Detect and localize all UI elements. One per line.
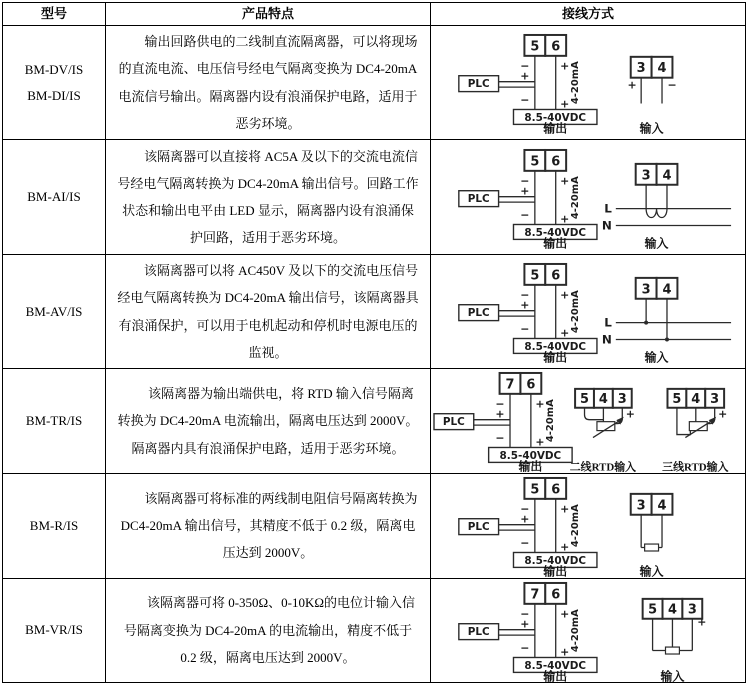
- supply-label: 8.5-40VDC: [524, 659, 587, 672]
- features-cell: [106, 473, 431, 578]
- minus-mark: −: [520, 502, 530, 516]
- input-label: 输入: [644, 235, 669, 249]
- output-label: 输出: [543, 564, 568, 578]
- input-wires: [616, 184, 731, 225]
- junction-dot: [644, 321, 648, 325]
- terminal-number: 5: [672, 392, 682, 408]
- input-label: 输入: [660, 669, 685, 683]
- features-cell: [106, 255, 431, 369]
- terminal-number: 5: [530, 153, 540, 169]
- features-text: 该隔离器可将 0-350Ω、0-10KΩ的电位计输入信号隔离变换为 DC4-20mA 的电流输出，精度不低于 0.2 级，隔离电压达到 2000V。: [123, 595, 416, 666]
- header-model: 型号: [3, 3, 106, 26]
- line-l-label: L: [604, 201, 612, 216]
- terminal-number: 6: [526, 377, 536, 393]
- minus-mark: −: [520, 93, 530, 107]
- input-label: 输入: [639, 564, 664, 578]
- output-label: 输出: [518, 459, 543, 473]
- minus-mark: −: [495, 398, 505, 412]
- rtd2-label: 二线RTD输入: [569, 461, 637, 473]
- terminal-number: 4: [657, 498, 667, 514]
- loop-current-label: 4-20mA: [570, 290, 582, 334]
- input-circuit: [631, 494, 673, 577]
- minus-mark: −: [520, 208, 530, 222]
- input-circuit: [643, 599, 707, 682]
- plus-mark: +: [560, 97, 570, 111]
- plc-label: PLC: [467, 78, 490, 91]
- plus-mark: +: [560, 288, 570, 302]
- terminal-number: 3: [636, 498, 646, 514]
- input-label: 输入: [644, 350, 669, 364]
- output-label: 输出: [543, 121, 568, 135]
- wiring-diagram: [431, 146, 745, 249]
- terminal-number: 6: [551, 39, 561, 55]
- terminal-number: 5: [530, 39, 540, 55]
- output-circuit: [459, 264, 597, 363]
- plc-label: PLC: [467, 625, 490, 638]
- minus-mark: −: [520, 607, 530, 621]
- junction-dot: [665, 338, 669, 342]
- terminal-number: 4: [667, 601, 677, 617]
- product-table: [2, 2, 746, 683]
- terminal-number: 3: [636, 61, 646, 77]
- table-row: [3, 140, 746, 255]
- input-circuit: [628, 57, 677, 134]
- wiring-diagram: [431, 31, 745, 134]
- terminal-number: 4: [598, 392, 608, 408]
- wiring-diagram: [431, 369, 745, 472]
- table-row: [3, 369, 746, 473]
- plc-label: PLC: [467, 307, 490, 320]
- plus-mark: +: [627, 78, 637, 92]
- ct-loop: [646, 208, 667, 217]
- table-row: [3, 26, 746, 140]
- terminal-number: 5: [530, 482, 540, 498]
- plus-mark: +: [560, 174, 570, 188]
- input-wires: [641, 515, 662, 548]
- wiring-cell: [431, 578, 746, 682]
- plus-mark: +: [520, 512, 530, 526]
- output-label: 输出: [543, 669, 568, 683]
- plus-mark: +: [520, 184, 530, 198]
- plus-mark: +: [560, 502, 570, 516]
- input-wires: [641, 78, 662, 104]
- header-row: [3, 3, 746, 26]
- line-n-label: N: [601, 217, 612, 232]
- wiring-diagram: [431, 579, 745, 682]
- plus-mark: +: [520, 69, 530, 83]
- output-circuit: [459, 35, 597, 134]
- supply-label: 8.5-40VDC: [524, 111, 587, 124]
- terminal-number: 7: [530, 587, 540, 603]
- minus-mark: −: [520, 536, 530, 550]
- terminal-number: 5: [580, 392, 590, 408]
- plc-label: PLC: [467, 521, 490, 534]
- plus-mark: +: [560, 540, 570, 554]
- terminal-number: 3: [710, 392, 720, 408]
- terminal-number: 4: [662, 167, 672, 183]
- plus-mark: +: [718, 408, 728, 422]
- model-cell: [3, 26, 106, 140]
- table-row: [3, 578, 746, 682]
- plus-mark: +: [535, 435, 545, 449]
- input-label: 输入: [639, 121, 664, 135]
- features-cell: [106, 578, 431, 682]
- model-label: BM-VR/IS: [25, 622, 83, 638]
- terminal-number: 4: [662, 282, 672, 298]
- features-text: 该隔离器可以直接将 AC5A 及以下的交流电流信号经电气隔离转换为 DC4-20mA 输出信号。回路工作状态和输出电平由 LED 显示，隔离器内设有浪涌保护回路，适用于恶劣环境。: [117, 148, 419, 246]
- output-circuit: [459, 149, 597, 248]
- model-label: BM-R/IS: [29, 517, 79, 533]
- plus-mark: +: [495, 408, 505, 422]
- loop-current-label: 4-20mA: [570, 608, 582, 652]
- model-label: BM-TR/IS: [25, 413, 83, 429]
- plus-mark: +: [560, 607, 570, 621]
- wiring-diagram: [431, 260, 745, 363]
- supply-label: 8.5-40VDC: [524, 554, 587, 567]
- features-text: 该隔离器为输出端供电，将 RTD 输入信号隔离转换为 DC4-20mA 电流输出，隔离电压达到 2000V。隔离器内具有浪涌保护电路，适用于恶劣环境。: [117, 386, 419, 456]
- output-label: 输出: [543, 350, 568, 364]
- supply-label: 8.5-40VDC: [499, 450, 562, 463]
- terminal-number: 3: [687, 601, 697, 617]
- input-circuit-rtd3: [662, 389, 728, 472]
- model-cell: [3, 473, 106, 578]
- plc-label: PLC: [442, 416, 465, 429]
- line-l-label: L: [604, 315, 612, 330]
- input-circuit: [602, 278, 731, 363]
- output-circuit: [459, 478, 597, 577]
- wiring-cell: [431, 473, 746, 578]
- terminal-number: 6: [551, 482, 561, 498]
- wiring-diagram: [431, 474, 745, 577]
- terminal-number: 3: [617, 392, 627, 408]
- line-n-label: N: [601, 332, 612, 347]
- plus-mark: +: [535, 398, 545, 412]
- terminal-number: 3: [641, 167, 651, 183]
- minus-mark: −: [667, 78, 677, 92]
- wiring-cell: [431, 255, 746, 369]
- features-text: 输出回路供电的二线制直流隔离器，可以将现场的直流电流、电压信号经电气隔离变换为 DC4-20mA 电流信号输出。隔离器内设有浪涌保护电路，适用于恶劣环境。: [118, 34, 418, 131]
- model-cell: [3, 140, 106, 255]
- output-circuit: [434, 373, 572, 472]
- resistor-element: [645, 544, 659, 551]
- header-wiring: 接线方式: [431, 3, 746, 26]
- terminal-number: 5: [648, 601, 658, 617]
- plus-mark: +: [560, 59, 570, 73]
- plus-mark: +: [625, 408, 635, 422]
- plus-mark: +: [520, 298, 530, 312]
- supply-label: 8.5-40VDC: [524, 226, 587, 239]
- model-cell: [3, 578, 106, 682]
- model-label: BM-AV/IS: [25, 303, 83, 319]
- potentiometer-element: [665, 647, 679, 654]
- features-cell: [106, 369, 431, 473]
- terminal-number: 3: [641, 282, 651, 298]
- header-features: 产品特点: [106, 3, 431, 26]
- input-wires: [616, 299, 731, 340]
- loop-current-label: 4-20mA: [545, 399, 557, 443]
- plc-label: PLC: [467, 192, 490, 205]
- plus-mark: +: [520, 617, 530, 631]
- loop-current-label: 4-20mA: [570, 504, 582, 548]
- minus-mark: −: [495, 431, 505, 445]
- output-circuit: [459, 583, 597, 682]
- table-row: [3, 473, 746, 578]
- minus-mark: −: [520, 288, 530, 302]
- features-cell: [106, 140, 431, 255]
- loop-current-label: 4-20mA: [570, 175, 582, 219]
- wiring-cell: [431, 140, 746, 255]
- features-text: 该隔离器可将标准的两线制电阻信号隔离转换为 DC4-20mA 输出信号，其精度不低于 0.2 级，隔离电压达到 2000V。: [120, 490, 418, 561]
- minus-mark: −: [520, 59, 530, 73]
- plus-mark: +: [560, 326, 570, 340]
- model-label: BM-DV/IS: [24, 61, 84, 77]
- terminal-number: 6: [551, 587, 561, 603]
- minus-mark: −: [520, 322, 530, 336]
- model-label: BM-DI/IS: [27, 87, 81, 103]
- output-label: 输出: [543, 235, 568, 249]
- minus-mark: −: [520, 641, 530, 655]
- wiring-cell: [431, 369, 746, 473]
- loop-current-label: 4-20mA: [570, 61, 582, 105]
- terminal-number: 4: [691, 392, 701, 408]
- features-cell: [106, 26, 431, 140]
- terminal-number: 4: [657, 61, 667, 77]
- table-row: [3, 255, 746, 369]
- terminal-number: 6: [551, 153, 561, 169]
- plus-mark: +: [560, 645, 570, 659]
- input-wires: [653, 618, 693, 650]
- minus-mark: −: [520, 174, 530, 188]
- input-circuit: [602, 163, 731, 248]
- model-label: BM-AI/IS: [27, 189, 81, 205]
- terminal-number: 5: [530, 268, 540, 284]
- model-cell: [3, 255, 106, 369]
- model-cell: [3, 369, 106, 473]
- terminal-number: 6: [551, 268, 561, 284]
- features-text: 该隔离器可以将 AC450V 及以下的交流电压信号经电气隔离转换为 DC4-20mA 输出信号，该隔离器具有浪涌保护，可以用于电机起动和停机时电源电压的监视。: [117, 263, 419, 361]
- rtd3-label: 三线RTD输入: [662, 461, 729, 473]
- terminal-number: 7: [505, 377, 515, 393]
- input-circuit-rtd2: [570, 389, 636, 472]
- supply-label: 8.5-40VDC: [524, 341, 587, 354]
- plus-mark: +: [697, 615, 707, 629]
- wiring-cell: [431, 26, 746, 140]
- plus-mark: +: [560, 212, 570, 226]
